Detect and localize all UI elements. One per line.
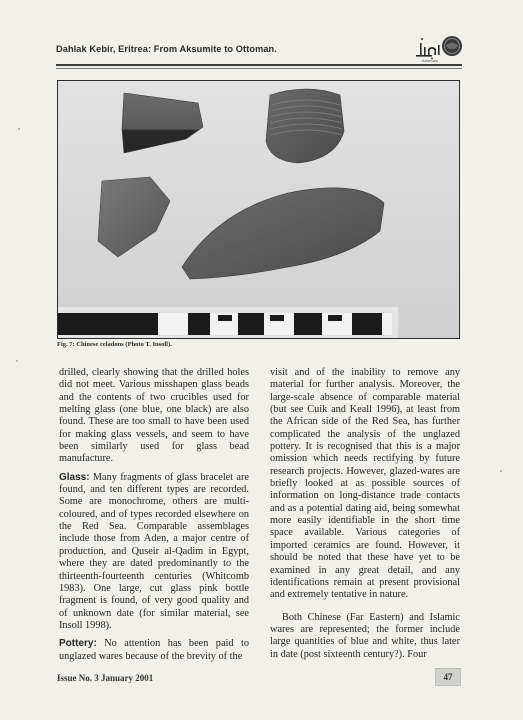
page-number: 47 <box>435 668 461 686</box>
section-lead-glass: Glass: <box>59 471 90 483</box>
text-column-left <box>59 367 249 663</box>
header-rule <box>56 64 462 66</box>
paragraph <box>59 638 249 663</box>
section-lead-pottery: Pottery: <box>59 638 97 650</box>
paragraph: visit and of the inability to remove any material for further analysis. Moreover, the large-scale absence of comparable material (but see Cuik and Keall 1996), at least from the African side of the Red Sea, has further complicated the analysis of the unglazed pottery. It is recognised that this is a major omission which needs rectifying by future research projects. However, glazed-wares are briefly looked at as possible sources of information on long-distance trade contacts and as a potential dating aid, being somewhat more easily identifiable in the short time space available. Various categories of imported ceramics are found. However, it should be noted that these have yet to be examined in any great detail, and any identifications remain at present provisional and extremely tentative in nature. <box>270 367 460 601</box>
margin-speck <box>16 360 18 362</box>
scale-bar <box>58 313 392 335</box>
paragraph-body: Many fragments of glass bracelet are found, and ten different types are recorded. Some are monochrome, others are multi-coloured, and of types recorded elsewhere on the Red Sea. Comparable assemblages include those from Aden, a major centre of production, and Quseir al-Qadim in Egypt, where they are dated predominantly to the thirteenth-fourteenth centuries (Whitcomb 1983). One large, cut glass pink bottle fragment is found, of very good quality and of unknown date (for similar material, see Insoll 1998). <box>59 471 249 631</box>
text-column-right <box>270 367 460 661</box>
header-rule-thin <box>56 68 462 69</box>
paragraph <box>59 472 249 632</box>
paragraph: Both Chinese (Far Eastern) and Islamic wares are represented; the former include large quantities of blue and white, thus later in date (post sixteenth century?). Four <box>270 611 460 660</box>
figure-photo <box>57 80 460 339</box>
logo-caption: Adumatu <box>422 58 439 63</box>
figure-caption: Fig. 7: Chinese celadons (Photo T. Insoll). <box>57 341 172 348</box>
margin-speck <box>18 128 20 130</box>
celadon-sherds-image <box>58 81 459 338</box>
margin-speck <box>500 470 502 472</box>
running-head: Dahlak Kebir, Eritrea: From Aksumite to Ottoman. <box>56 44 277 54</box>
paragraph: drilled, clearly showing that the drilled holes did not meet. Various misshapen glass beads and the contents of two crucibles used for melting glass (one blue, one black) are also found. These are too small to have been used for making glass vessels, and seem to have been similarly used for glass bead manufacture. <box>59 367 249 465</box>
paragraph-body: No attention has been paid to unglazed wares because of the brevity of the <box>59 638 249 662</box>
footer-issue: Issue No. 3 January 2001 <box>57 673 154 683</box>
